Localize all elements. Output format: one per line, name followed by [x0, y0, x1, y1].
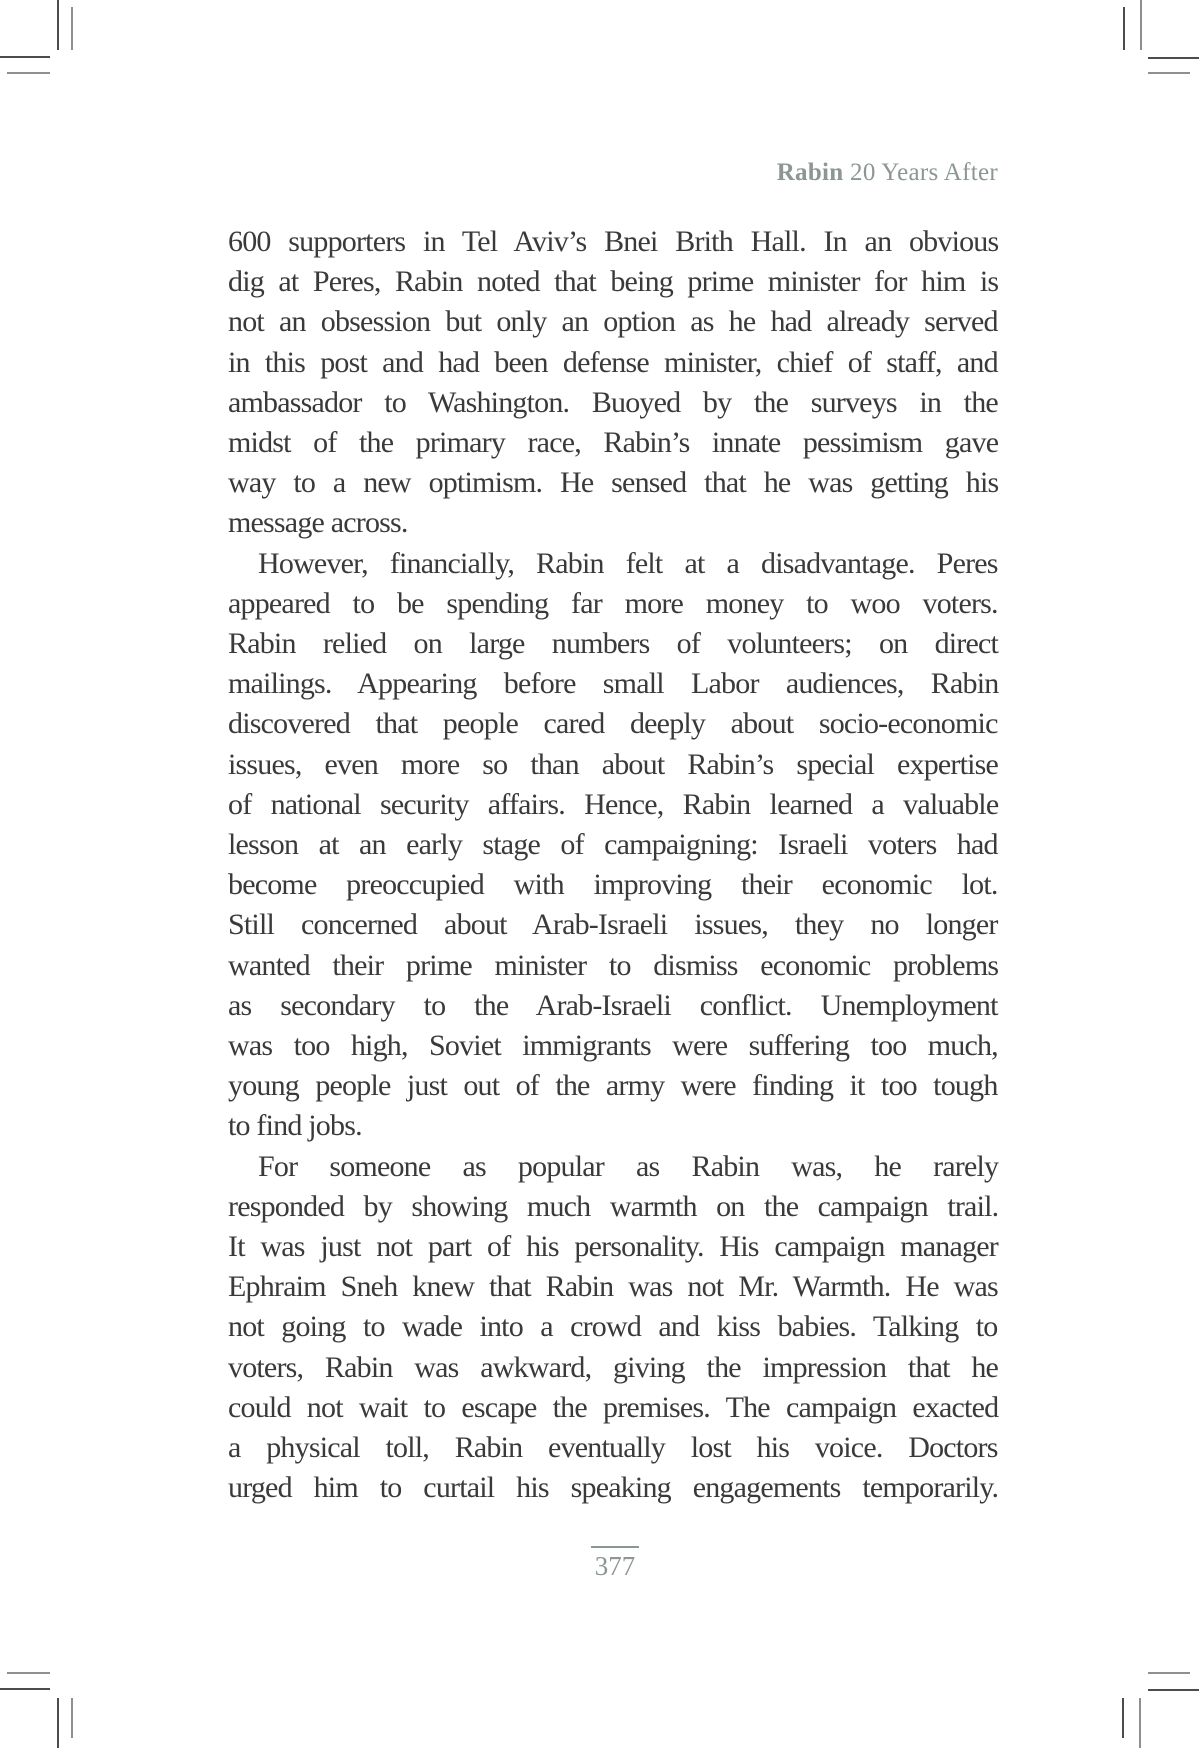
- text-line: [228, 1106, 998, 1146]
- crop-mark: [7, 1672, 50, 1674]
- text-line: [228, 423, 998, 463]
- text-line: [228, 946, 998, 986]
- text-line: [228, 704, 998, 744]
- crop-mark: [1148, 1689, 1199, 1691]
- paragraph: [228, 1147, 998, 1509]
- text-line-content: dig at Peres, Rabin noted that being prime minister for him is: [228, 265, 999, 299]
- text-line-content: midst of the primary race, Rabin’s innate pessimism gave: [228, 426, 999, 460]
- text-line: [228, 825, 998, 865]
- text-line: [228, 302, 998, 342]
- text-line: [228, 1147, 998, 1187]
- text-line-content: lesson at an early stage of campaigning: Israeli voters had: [228, 828, 998, 862]
- text-line: [228, 905, 998, 945]
- text-line: [228, 1307, 998, 1347]
- text-line-content: not going to wade into a crowd and kiss babies. Talking to: [228, 1310, 998, 1344]
- text-line-content: ambassador to Washington. Buoyed by the surveys in the: [228, 385, 998, 419]
- text-line: [228, 1066, 998, 1106]
- text-line: [228, 785, 998, 825]
- running-head-title: Rabin: [776, 159, 844, 186]
- text-line-content: It was just not part of his personality. His campaign manager: [228, 1230, 998, 1264]
- paragraph: [228, 544, 998, 1147]
- text-line: [228, 1468, 998, 1508]
- text-line-content: responded by showing much warmth on the campaign trail.: [228, 1189, 999, 1223]
- crop-mark: [71, 1698, 73, 1738]
- text-line-content: in this post and had been defense minister, chief of staff, and: [228, 345, 998, 379]
- crop-mark: [1122, 1698, 1124, 1738]
- crop-mark: [1139, 1698, 1141, 1748]
- text-line: [228, 1348, 998, 1388]
- text-line-content: However, financially, Rabin felt at a disadvantage. Peres: [258, 546, 998, 580]
- text-line: [228, 986, 998, 1026]
- text-line: [228, 584, 998, 624]
- text-line-content: mailings. Appearing before small Labor audiences, Rabin: [228, 667, 999, 701]
- crop-mark: [57, 0, 59, 50]
- text-line-content: way to a new optimism. He sensed that he was getting his: [228, 466, 999, 500]
- text-line: [228, 1388, 998, 1428]
- text-line-content: For someone as popular as Rabin was, he rarely: [258, 1149, 999, 1183]
- page-body: [228, 222, 998, 1509]
- folio-rule: [591, 1546, 639, 1548]
- text-line-content: message across.: [228, 506, 408, 540]
- running-head-subtitle: 20 Years After: [843, 159, 998, 186]
- text-line: [228, 1227, 998, 1267]
- text-line-content: of national security affairs. Hence, Rabin learned a valuable: [228, 787, 999, 821]
- folio: [565, 1546, 665, 1580]
- text-line: [228, 1187, 998, 1227]
- crop-mark: [7, 72, 50, 74]
- text-line-content: urged him to curtail his speaking engagements temporarily.: [228, 1471, 999, 1505]
- text-line-content: 600 supporters in Tel Aviv’s Bnei Brith Hall. In an obvious: [228, 225, 999, 258]
- text-line: [228, 383, 998, 423]
- crop-mark: [0, 56, 50, 58]
- text-line-content: become preoccupied with improving their economic lot.: [228, 868, 998, 902]
- text-line: [228, 463, 998, 503]
- text-line: [228, 1428, 998, 1468]
- crop-mark: [1140, 0, 1142, 50]
- text-line-content: was too high, Soviet immigrants were suffering too much,: [228, 1029, 998, 1063]
- crop-mark: [1148, 1672, 1190, 1674]
- text-line: [228, 865, 998, 905]
- text-line: [228, 1026, 998, 1066]
- text-line: [228, 222, 998, 262]
- text-line: [228, 624, 998, 664]
- page-number: 377: [594, 1551, 636, 1581]
- text-line-content: not an obsession but only an option as he had already served: [228, 305, 998, 339]
- text-line: [228, 262, 998, 302]
- text-line-content: Ephraim Sneh knew that Rabin was not Mr. Warmth. He was: [228, 1270, 998, 1304]
- text-line: [228, 1267, 998, 1307]
- text-line-content: wanted their prime minister to dismiss economic problems: [228, 948, 999, 982]
- crop-mark: [1123, 7, 1125, 50]
- text-line-content: issues, even more so than about Rabin’s special expertise: [228, 747, 999, 781]
- text-line-content: as secondary to the Arab-Israeli conflict. Unemployment: [228, 988, 998, 1022]
- crop-mark: [71, 7, 73, 50]
- text-line-content: Rabin relied on large numbers of volunteers; on direct: [228, 627, 999, 661]
- text-line: [228, 343, 998, 383]
- text-line: [228, 745, 998, 785]
- text-line-content: to find jobs.: [228, 1109, 362, 1143]
- text-line: [228, 544, 998, 584]
- text-line-content: voters, Rabin was awkward, giving the impression that he: [228, 1350, 999, 1384]
- text-line-content: could not wait to escape the premises. The campaign exacted: [228, 1390, 999, 1424]
- text-line-content: young people just out of the army were finding it too tough: [228, 1069, 998, 1103]
- crop-mark: [0, 1688, 50, 1690]
- text-line: [228, 664, 998, 704]
- text-line: [228, 503, 998, 543]
- crop-mark: [1148, 72, 1190, 74]
- running-head: [0, 158, 998, 188]
- text-line-content: Still concerned about Arab-Israeli issues, they no longer: [228, 908, 998, 942]
- text-line-content: a physical toll, Rabin eventually lost his voice. Doctors: [228, 1431, 998, 1465]
- text-line-content: discovered that people cared deeply about socio-economic: [228, 707, 998, 741]
- text-line-content: appeared to be spending far more money to woo voters.: [228, 586, 998, 620]
- crop-mark: [57, 1698, 59, 1748]
- paragraph: [228, 222, 998, 544]
- crop-mark: [1148, 57, 1199, 59]
